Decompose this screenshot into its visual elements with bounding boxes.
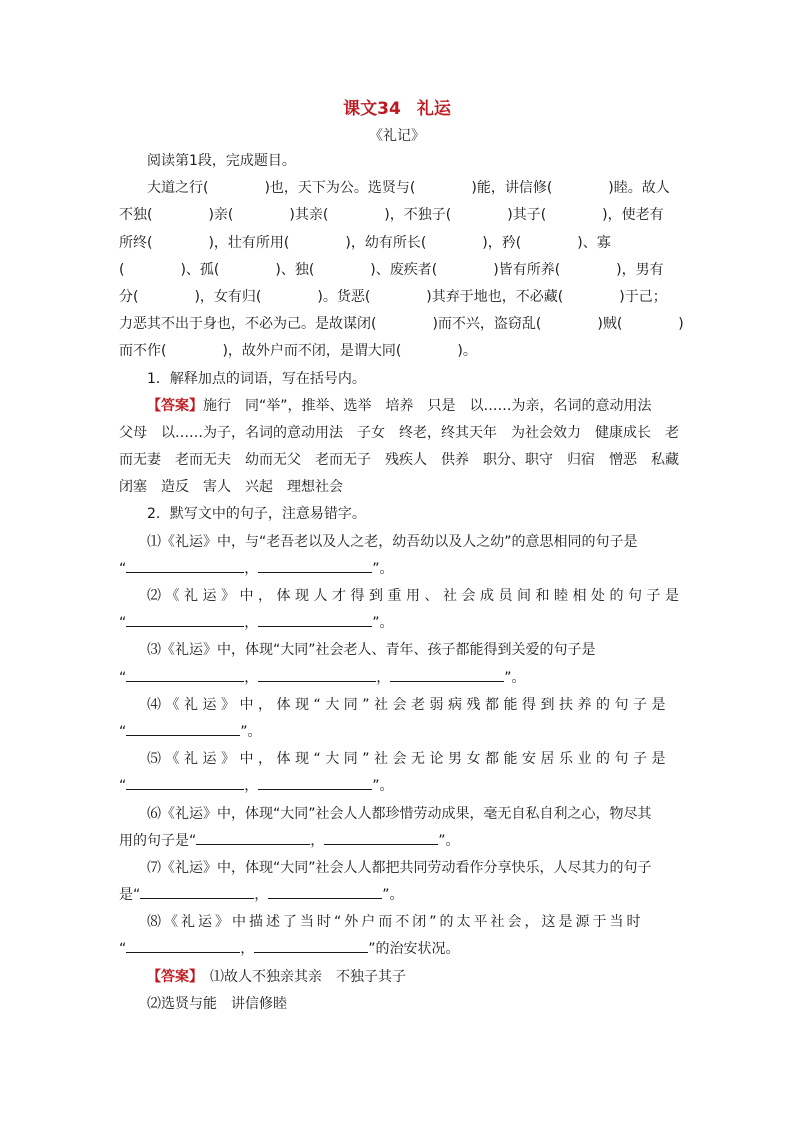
dictation-item: ⑺《礼运》中，体现“大同”社会人人都把共同劳动看作分享快乐，人尽其力的句子: [147, 859, 652, 876]
blank-line[interactable]: [140, 884, 254, 899]
dictation-item: ⑻《礼运》中描述了当时“外户而不闭”的太平社会，这是源于当时: [147, 914, 644, 931]
dictation-item: ⑹《礼运》中，体现“大同”社会人人都珍惜劳动成果，毫无自私自利之心，物尽其: [147, 805, 652, 822]
blank-line[interactable]: [126, 558, 244, 573]
passage-line: 分( )，女有归( )。货恶( )其弃于地也，不必藏( )于己；: [119, 288, 667, 305]
reading-instruction: 阅读第1段，完成题目。: [147, 153, 296, 169]
blank-line[interactable]: [258, 612, 372, 627]
lesson-number: 课文34: [343, 99, 401, 119]
answer-blanks: “ ， ”。: [119, 556, 675, 583]
blank-line[interactable]: [126, 612, 244, 627]
passage-line: ( )、孤( )、独( )、废疾者( )皆有所养( )，男有: [119, 261, 664, 278]
lesson-title: [119, 96, 675, 122]
passage-line: 力恶其不出于身也，不必为己。是故谋闭( )而不兴，盗窃乱( )贼( ): [119, 316, 684, 333]
dictation-item: ⑸《礼运》中，体现“大同”社会无论男女都能安居乐业的句子是: [147, 751, 671, 768]
answer-blanks: 用的句子是“ ， ”。: [119, 828, 675, 855]
answer-2-line: ⑵选贤与能 讲信修睦: [147, 995, 287, 1012]
dictation-item: ⑵《礼运》中，体现人才得到重用、社会成员间和睦相处的句子是: [147, 588, 684, 604]
blank-line[interactable]: [258, 667, 376, 682]
blank-line[interactable]: [324, 830, 438, 845]
answer-1-text: 施行 同“举”，推举、选举 培养 只是 以……为亲，名词的意动用法: [203, 397, 652, 414]
answer-blanks: “ ， ”。: [119, 610, 675, 637]
dictation-item: ⑶《礼运》中，体现“大同”社会老人、青年、孩子都能得到关爱的句子是: [147, 642, 596, 659]
source-line: 《礼记》: [369, 128, 425, 144]
lesson-name: 礼运: [416, 99, 451, 119]
answer-blanks: “ ”。: [119, 719, 675, 746]
answer-1-line: 而无妻 老而无夫 幼而无父 老而无子 残疾人 供养 职分、职守 归宿 憎恶 私藏: [119, 452, 679, 469]
question-2: 2．默写文中的句子，注意易错字。: [147, 506, 366, 523]
passage-line: 不独( )亲( )其亲( )，不独子( )其子( )，使老有: [119, 207, 664, 224]
blank-line[interactable]: [126, 938, 240, 953]
blank-line[interactable]: [126, 775, 244, 790]
answer-label: 【答案】: [147, 397, 203, 414]
blank-line[interactable]: [268, 884, 382, 899]
blank-line[interactable]: [196, 830, 310, 845]
answer-blanks: “ ， ”的治安状况。: [119, 936, 675, 963]
blank-line[interactable]: [126, 721, 240, 736]
passage-line: 而不作( )，故外户而不闭，是谓大同( )。: [119, 343, 477, 360]
answer-1-line: [119, 393, 675, 420]
passage-line: 所终( )，壮有所用( )，幼有所长( )，矜( )、寡: [119, 234, 611, 251]
blank-line[interactable]: [126, 667, 244, 682]
document-content: [119, 96, 684, 1018]
passage-line: 大道之行( )也，天下为公。选贤与( )能，讲信修( )睦。故人: [147, 180, 670, 197]
dictation-item: ⑴《礼运》中，与“老吾老以及人之老，幼吾幼以及人之幼”的意思相同的句子是: [147, 533, 638, 550]
question-1: 1．解释加点的词语，写在括号内。: [147, 370, 366, 387]
blank-line[interactable]: [258, 775, 372, 790]
blank-line[interactable]: [390, 667, 504, 682]
answer-blanks: “ ， ， ”。: [119, 665, 675, 692]
answer-blanks: “ ， ”。: [119, 773, 675, 800]
answer-1-line: 父母 以……为子，名词的意动用法 子女 终老，终其天年 为社会效力 健康成长 老: [119, 424, 679, 441]
blank-line[interactable]: [254, 938, 368, 953]
answer-blanks: 是“ ， ”。: [119, 882, 675, 909]
answer-1-line: 闭塞 造反 害人 兴起 理想社会: [119, 479, 343, 496]
answer-2-text: ⑴故人不独亲其亲 不独子其子: [210, 968, 406, 985]
answer-2-line: [119, 964, 675, 991]
blank-line[interactable]: [258, 558, 372, 573]
answer-label: 【答案】: [147, 968, 196, 985]
dictation-item: ⑷《礼运》中，体现“大同”社会老弱病残都能得到扶养的句子是: [147, 696, 671, 713]
